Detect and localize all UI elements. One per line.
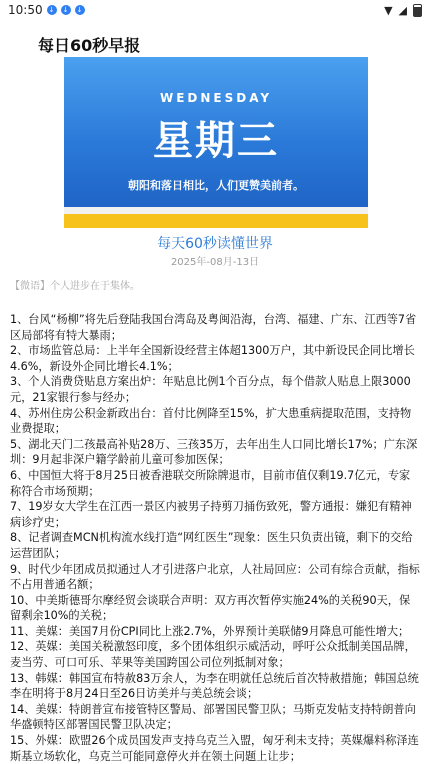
banner-image bbox=[64, 57, 368, 228]
news-item: 13、韩媒：韩国宣布特赦83万余人，为李在明就任总统后首次特赦措施；韩国总统李在明将于8月24日至26日访美并与美总统会谈； bbox=[10, 671, 419, 701]
news-item: 9、时代少年团成员拟通过人才引进落户北京，人社局回应：公司有综合贡献，指标不占用普通名额； bbox=[10, 562, 420, 592]
news-item: 11、美媒：美国7月份CPI同比上涨2.7%，外界预计美联储9月降息可能性增大； bbox=[10, 624, 410, 638]
page-title: 每日60秒早报 bbox=[38, 35, 141, 55]
battery-icon bbox=[413, 4, 422, 17]
status-right bbox=[384, 4, 422, 17]
news-item: 1、台风“杨柳”将先后登陆我国台湾岛及粤闽沿海，台湾、福建、广东、江西等7省区局部将有特大暴雨； bbox=[10, 313, 417, 342]
news-item: 2、市场监管总局：上半年全国新设经营主体超1300万户，其中新设民企同比增长4.6%，新设外企同比增长4.1%； bbox=[10, 344, 415, 373]
subtitle: 每天60秒读懂世界 bbox=[157, 236, 273, 252]
news-list bbox=[10, 312, 420, 764]
date-line: 2025年-08月-13日 bbox=[170, 257, 260, 268]
download-notification-icon: ↓ bbox=[47, 5, 57, 15]
news-item: 6、中国恒大将于8月25日被香港联交所除牌退市，目前市值仅剩19.7亿元，专家称符合市场预期； bbox=[10, 468, 411, 498]
banner-slogan: 朝阳和落日相比，人们更赞美前者。 bbox=[128, 179, 304, 192]
news-item: 7、19岁女大学生在江西一景区内被男子持剪刀捅伤致死，警方通报：嫌犯有精神病诊疗史； bbox=[10, 500, 412, 529]
banner-divider bbox=[64, 207, 368, 214]
status-bar bbox=[0, 0, 430, 20]
banner-background bbox=[64, 57, 368, 214]
weekday-chinese: 星期三 bbox=[153, 118, 279, 164]
news-item: 5、湖北天门二孩最高补贴28万、三孩35万，去年出生人口同比增长17%；广东深圳：9月起非深户籍学龄前儿童可参加医保； bbox=[10, 437, 418, 467]
news-item: 3、个人消费贷贴息方案出炉：年贴息比例1个百分点，每个借款人贴息上限3000元，21家银行参与经办； bbox=[10, 375, 411, 404]
page-header bbox=[0, 28, 430, 60]
download-notification-icon: ↓ bbox=[61, 5, 71, 15]
banner-yellow-bar bbox=[64, 214, 368, 228]
news-item: 4、苏州住房公积金新政出台：首付比例降至15%，扩大患重病提取范围，支持物业费提取； bbox=[10, 406, 412, 436]
status-time: 10:50 bbox=[8, 3, 43, 17]
daily-quote: 【微语】个人进步在于集体。 bbox=[10, 281, 140, 292]
status-left bbox=[8, 3, 85, 17]
download-notification-icon: ↓ bbox=[75, 5, 85, 15]
wifi-icon: ▼ bbox=[384, 3, 393, 17]
news-item: 8、记者调查MCN机构流水线打造“网红医生”现象：医生只负责出镜，剩下的交给运营团队； bbox=[10, 531, 413, 560]
news-item: 10、中美斯德哥尔摩经贸会谈联合声明：双方再次暂停实施24%的关税90天，保留剩余10%的关税； bbox=[10, 593, 411, 623]
news-item: 15、外媒：欧盟26个成员国发声支持乌克兰入盟，匈牙利未支持；英媒爆料称泽连斯基立场软化，乌克兰可能同意停火并在领土问题上让步； bbox=[10, 734, 419, 763]
news-item: 12、英媒：美国关税激怒印度，多个团体组织示威活动，呼吁公众抵制美国品牌，麦当劳、可口可乐、苹果等美国跨国公司位列抵制对象； bbox=[10, 640, 416, 670]
news-item: 14、美媒：特朗普宣布接管特区警局、部署国民警卫队；马斯克发帖支持特朗普向华盛顿特区部署国民警卫队决定； bbox=[10, 702, 416, 732]
weekday-english: WEDNESDAY bbox=[159, 91, 273, 105]
signal-icon: ◢ bbox=[398, 3, 407, 17]
